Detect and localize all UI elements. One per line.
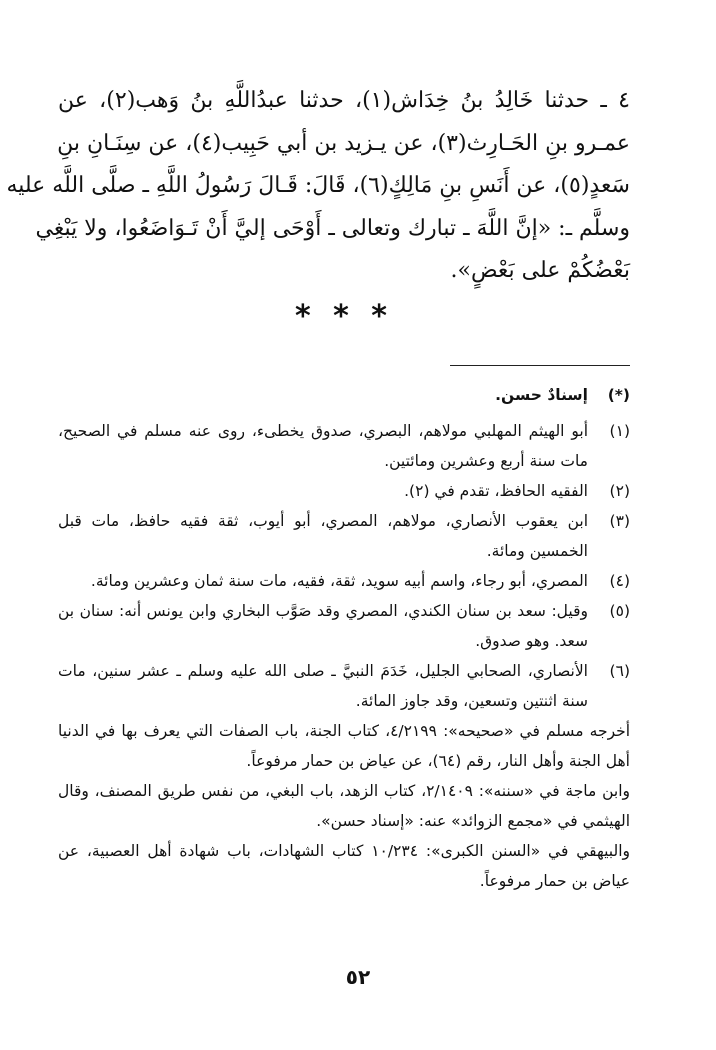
takhrij-paragraph: أخرجه مسلم في «صحيحه»: ٤/٢١٩٩، كتاب الجنة، باب الصفات التي يعرف بها في الدنيا أهل الجنة وأهل النار، رقم (٦٤)، عن عياض بن حمار مرفوعاً.	[58, 721, 631, 770]
takhrij-paragraph: وابن ماجة في «سننه»: ٢/١٤٠٩، كتاب الزهد، باب البغي، من نفس طريق المصنف، وقال الهيثمي في «مجمع الزوائد» عنه: «إسناد حسن».	[58, 781, 630, 830]
footnote-text: إسنادٌ حسن.	[495, 385, 588, 404]
takhrij-paragraph: والبيهقي في «السنن الكبرى»: ١٠/٢٣٤ كتاب الشهادات، باب شهادة أهل العصبية، عن عياض بن حمار مرفوعاً.	[58, 841, 630, 890]
footnote-marker: (*)	[607, 385, 630, 404]
footnote-number: (٦)	[609, 661, 630, 680]
footnote-item	[58, 416, 630, 476]
footnote-item	[58, 476, 630, 506]
footnote-number: (٣)	[609, 511, 630, 530]
footnote-text: ابن يعقوب الأنصاري، مولاهم، المصري، أبو أيوب، ثقة فقيه حافظ، مات قبل الخمسين ومائة.	[58, 511, 588, 560]
page-number: ٥٢	[345, 965, 371, 989]
hadith-line: بَعْضُكُمْ على بَعْضٍ».	[450, 258, 630, 283]
footnote-item	[58, 656, 630, 716]
footnote-number: (٥)	[609, 601, 630, 620]
footnote-text: الفقيه الحافظ، تقدم في (٢).	[404, 481, 588, 500]
hadith-line: سَعدٍ(٥)، عن أَنَسِ بنِ مَالِكٍ(٦)، قَالَ: قَـالَ رَسُولُ اللَّهِ ـ صلَّى اللَّه عليه	[6, 173, 630, 198]
hadith-line: عمـرو بنِ الحَـارِث(٣)، عن يـزيد بن أبي حَبِيب(٤)، عن سِنَـانِ بنِ	[57, 130, 630, 156]
footnote-text: المصري، أبو رجاء، واسم أبيه سويد، ثقة، فقيه، مات سنة ثمان وعشرين ومائة.	[90, 571, 588, 590]
hadith-line: وسلَّم ـ: «إنَّ اللَّهَ ـ تبارك وتعالى ـ أَوْحَى إليَّ أَنْ تَـوَاضَعُوا، ولا يَبْغِي	[35, 215, 630, 241]
footnote-number: (١)	[609, 421, 630, 440]
footnote-text: أبو الهيثم المهلبي مولاهم، البصري، صدوق يخطىء، روى عنه مسلم في الصحيح، مات سنة أربع وعشرين ومائتين.	[58, 421, 588, 470]
footnotes	[58, 380, 630, 896]
hadith-text	[6, 80, 630, 293]
footnote-number: (٢)	[609, 481, 630, 500]
footnote-item	[58, 566, 630, 596]
hadith-line: ٤ ـ حدثنا خَالِدُ بنُ خِدَاش(١)، حدثنا عبدُاللَّهِ بنُ وَهب(٢)، عن	[58, 88, 630, 113]
footnote-item	[58, 596, 630, 656]
footnote-rule	[450, 365, 630, 366]
footnote-text: الأنصاري، الصحابي الجليل، خَدَمَ النبيَّ ـ صلى الله عليه وسلم ـ عشر سنين، مات سنة اثنتين وتسعين، وقد جاوز المائة.	[58, 661, 588, 710]
section-separator: * * *	[295, 298, 393, 334]
footnote-item	[58, 506, 630, 566]
footnote-star	[58, 380, 630, 410]
page-body	[6, 80, 631, 896]
footnote-number: (٤)	[609, 571, 630, 590]
footnote-text: وقيل: سعد بن سنان الكندي، المصري وقد صَوَّب البخاري وابن يونس أنه: سنان بن سعد. وهو صدوق.	[58, 601, 588, 650]
